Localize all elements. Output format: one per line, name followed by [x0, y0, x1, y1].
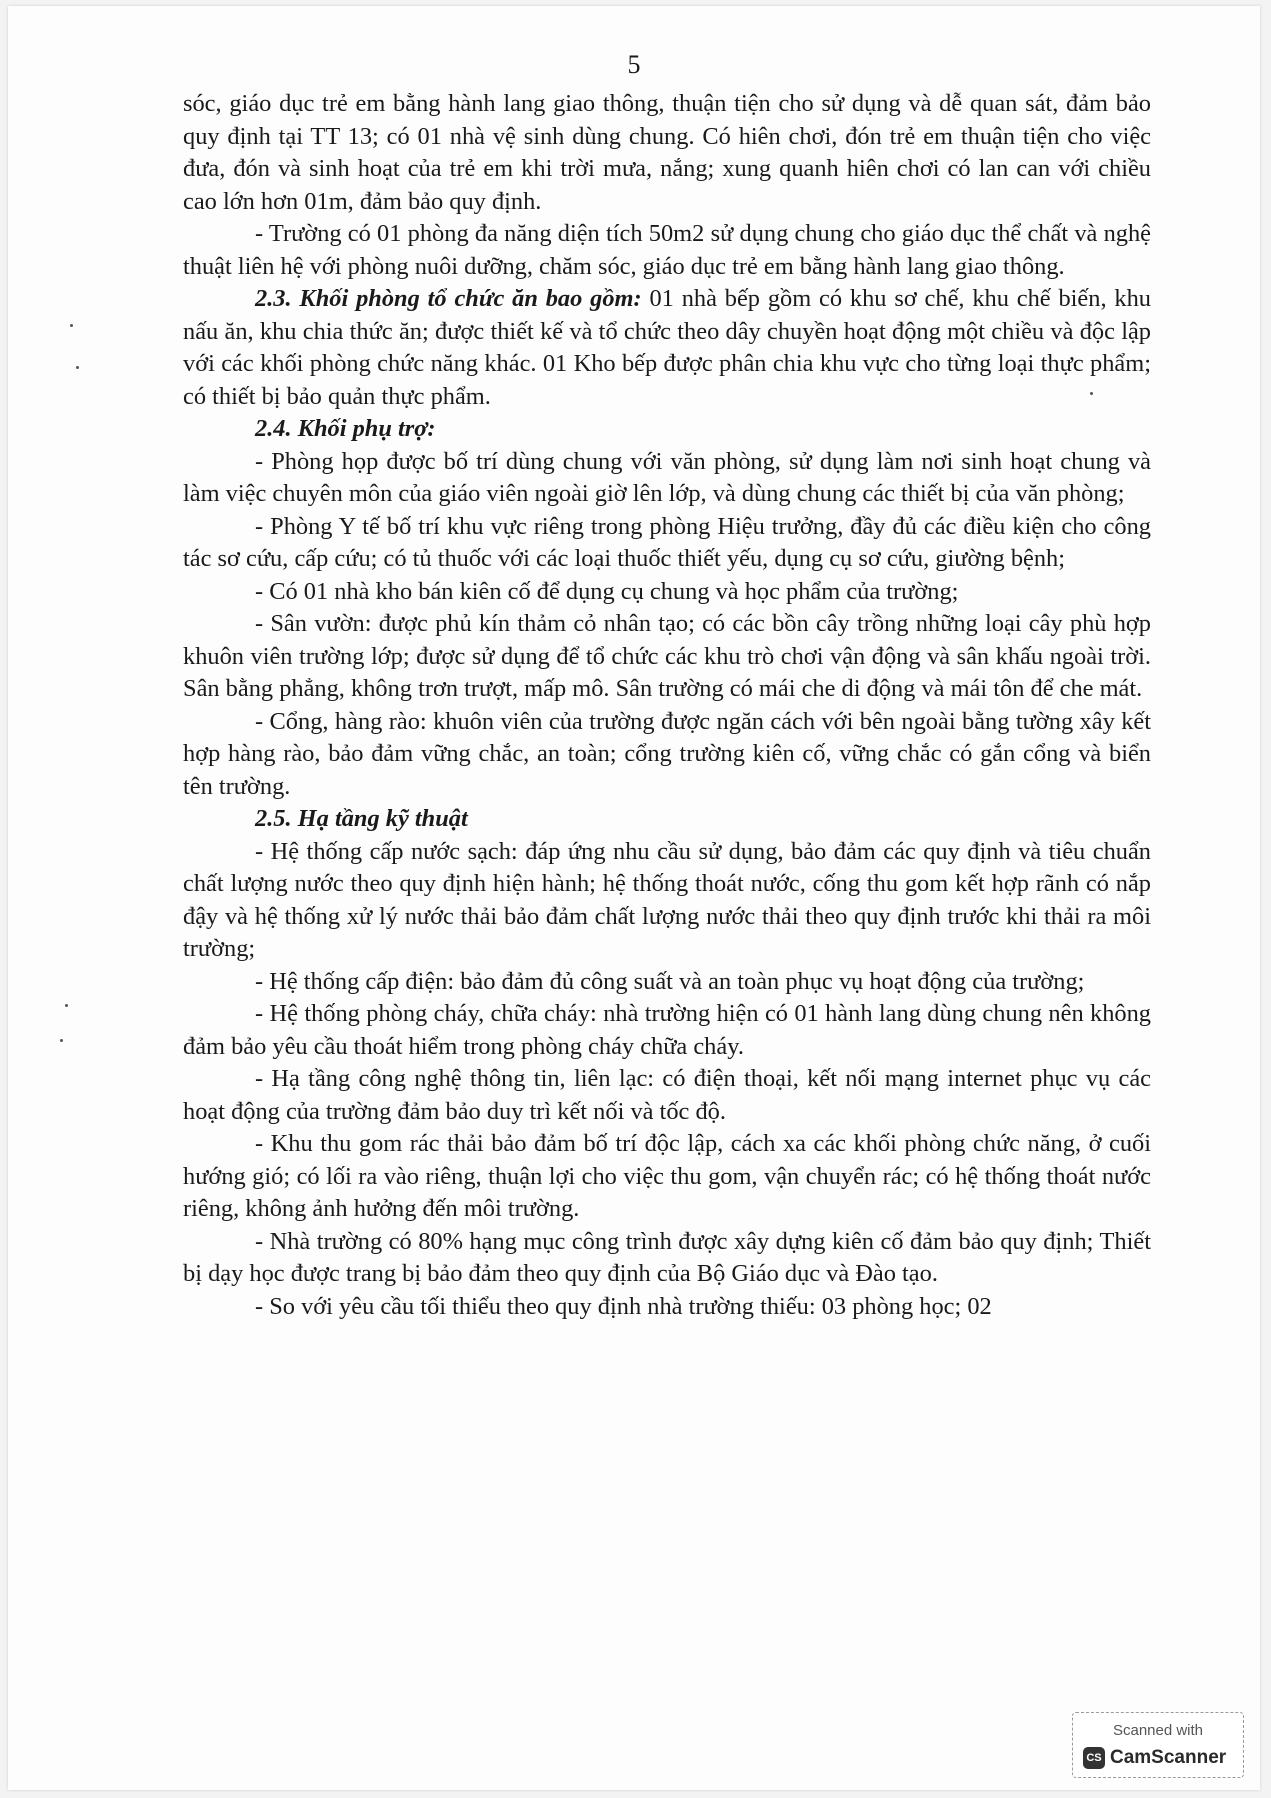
- paragraph-text: 01 nhà bếp gồm có khu sơ chế, khu chế biến, khu nấu ăn, khu chia thức ăn; được thiết kế và tổ chức theo dây chuyền hoạt động một chiều và độc lập với các khối phòng chức năng khác. 01 Kho bếp được phân chia khu vực cho từng loại thực phẩm; có thiết bị bảo quản thực phẩm.: [183, 285, 1151, 410]
- bullet-paragraph: - So với yêu cầu tối thiểu theo quy định nhà trường thiếu: 03 phòng học; 02: [255, 1292, 992, 1320]
- bullet-paragraph: - Hệ thống cấp điện: bảo đảm đủ công suất và an toàn phục vụ hoạt động của trường;: [255, 967, 1085, 995]
- bullet-paragraph: - Khu thu gom rác thải bảo đảm bố trí độc lập, cách xa các khối phòng chức năng, ở cuối hướng gió; có lối ra vào riêng, thuận lợi cho việc thu gom, vận chuyển rác; có hệ thống thoát nước riêng, không ảnh hưởng đến môi trường.: [183, 1130, 1151, 1222]
- watermark-brand: CamScanner: [1110, 1747, 1227, 1768]
- bullet-paragraph: - Hệ thống cấp nước sạch: đáp ứng nhu cầu sử dụng, bảo đảm các quy định và tiêu chuẩn chất lượng nước theo quy định hiện hành; hệ thống thoát nước, cống thu gom kết hợp rãnh có nắp đậy và hệ thống xử lý nước thải bảo đảm chất lượng nước thải theo quy định trước khi thải ra môi trường;: [183, 837, 1151, 962]
- document-page: [8, 6, 1260, 1790]
- bullet-paragraph: - Hạ tầng công nghệ thông tin, liên lạc: có điện thoại, kết nối mạng internet phục vụ các hoạt động của trường đảm bảo duy trì kết nối và tốc độ.: [183, 1065, 1151, 1125]
- bullet-paragraph: - Nhà trường có 80% hạng mục công trình được xây dựng kiên cố đảm bảo quy định; Thiết bị dạy học được trang bị bảo đảm theo quy định của Bộ Giáo dục và Đào tạo.: [183, 1227, 1151, 1287]
- scan-speck: [1090, 392, 1093, 395]
- bullet-paragraph: - Cổng, hàng rào: khuôn viên của trường được ngăn cách với bên ngoài bằng tường xây kết hợp hàng rào, bảo đảm vững chắc, an toàn; cổng trường kiên cố, vững chắc có gắn cổng và biển tên trường.: [183, 707, 1151, 800]
- camscanner-logo-icon: CS: [1083, 1747, 1105, 1769]
- bullet-paragraph: - Có 01 nhà kho bán kiên cố để dụng cụ chung và học phẩm của trường;: [255, 577, 959, 605]
- section-heading: 2.4. Khối phụ trợ:: [255, 415, 436, 442]
- section-heading: 2.3. Khối phòng tổ chức ăn bao gồm:: [255, 285, 642, 312]
- camscanner-watermark: [1072, 1712, 1244, 1778]
- page-number: 5: [627, 50, 641, 79]
- watermark-brand-row: [1083, 1747, 1226, 1769]
- scan-speck: [70, 324, 73, 327]
- bullet-paragraph: - Hệ thống phòng cháy, chữa cháy: nhà trường hiện có 01 hành lang dùng chung nên không đảm bảo yêu cầu thoát hiểm trong phòng cháy chữa cháy.: [183, 1000, 1151, 1060]
- bullet-paragraph: - Phòng họp được bố trí dùng chung với văn phòng, sử dụng làm nơi sinh hoạt chung và làm việc chuyên môn của giáo viên ngoài giờ lên lớp, và dùng chung các thiết bị của văn phòng;: [183, 447, 1151, 507]
- bullet-paragraph: - Trường có 01 phòng đa năng diện tích 50m2 sử dụng chung cho giáo dục thể chất và nghệ thuật liên hệ với phòng nuôi dưỡng, chăm sóc, giáo dục trẻ em bằng hành lang giao thông.: [183, 220, 1151, 280]
- scan-speck: [65, 1004, 68, 1007]
- scan-speck: [60, 1039, 63, 1042]
- section-paragraph: [183, 283, 1151, 413]
- bullet-paragraph: - Sân vườn: được phủ kín thảm cỏ nhân tạo; có các bồn cây trồng những loại cây phù hợp khuôn viên trường lớp; được sử dụng để tổ chức các khu trò chơi vận động và sân khấu ngoài trời. Sân bằng phẳng, không trơn trượt, mấp mô. Sân trường có mái che di động và mái tôn để che mát.: [183, 610, 1151, 702]
- paragraph-continuation: sóc, giáo dục trẻ em bằng hành lang giao thông, thuận tiện cho sử dụng và dễ quan sát, đảm bảo quy định tại TT 13; có 01 nhà vệ sinh dùng chung. Có hiên chơi, đón trẻ em thuận tiện cho việc đưa, đón và sinh hoạt của trẻ em khi trời mưa, nắng; xung quanh hiên chơi có lan can với chiều cao lớn hơn 01m, đảm bảo quy định.: [183, 90, 1151, 215]
- section-heading: 2.5. Hạ tầng kỹ thuật: [255, 805, 468, 832]
- watermark-caption: Scanned with: [1112, 1722, 1204, 1739]
- document-body: [183, 88, 1151, 1323]
- scan-speck: [76, 366, 79, 369]
- bullet-paragraph: - Phòng Y tế bố trí khu vực riêng trong phòng Hiệu trưởng, đầy đủ các điều kiện cho công tác sơ cứu, cấp cứu; có tủ thuốc với các loại thuốc thiết yếu, dụng cụ sơ cứu, giường bệnh;: [183, 512, 1151, 572]
